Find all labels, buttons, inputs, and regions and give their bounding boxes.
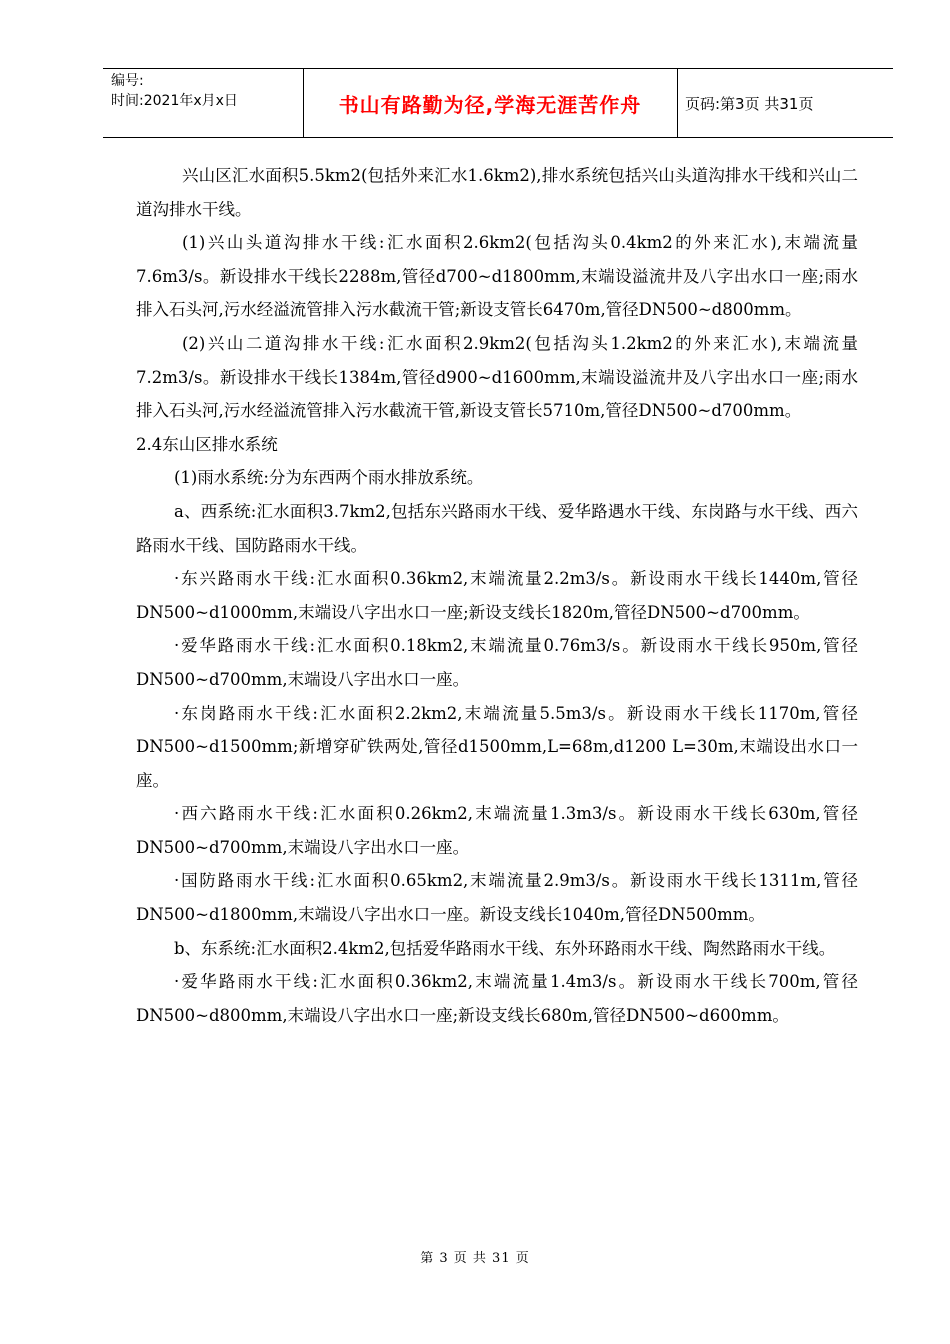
paragraph: ·西六路雨水干线:汇水面积0.26km2,末端流量1.3m3/s。新设雨水干线长630m,管径DN500~d700mm,末端设八字出水口一座。 <box>136 804 858 857</box>
header-page-number: 页码:第3页 共31页 <box>685 94 814 113</box>
header-motto: 书山有路勤为径,学海无涯苦作舟 <box>338 92 642 117</box>
paragraph: 兴山区汇水面积5.5km2(包括外来汇水1.6km2),排水系统包括兴山头道沟排水干线和兴山二道沟排水干线。 <box>136 166 858 219</box>
header-divider <box>677 69 678 137</box>
paragraph: ·东岗路雨水干线:汇水面积2.2km2,末端流量5.5m3/s。新设雨水干线长1170m,管径DN500~d1500mm;新增穿矿铁两处,管径d1500mm,L=68m,d1200 L=30m,末端设出水口一座。 <box>136 703 858 790</box>
document-number-label: 编号: <box>111 73 144 89</box>
paragraph: ·爱华路雨水干线:汇水面积0.18km2,末端流量0.76m3/s。新设雨水干线长950m,管径DN500~d700mm,末端设八字出水口一座。 <box>136 636 858 689</box>
paragraph: b、东系统:汇水面积2.4km2,包括爱华路雨水干线、东外环路雨水干线、陶然路雨水干线。 <box>174 938 836 958</box>
paragraph: (2)兴山二道沟排水干线:汇水面积2.9km2(包括沟头1.2km2的外来汇水),末端流量7.2m3/s。新设排水干线长1384m,管径d900~d1600mm,末端设溢流井及八字出水口一座;雨水排入石头河,污水经溢流管排入污水截流干管,新设支管长5710m,管径DN500~d700mm。 <box>136 333 858 421</box>
paragraph: ·东兴路雨水干线:汇水面积0.36km2,末端流量2.2m3/s。新设雨水干线长1440m,管径DN500~d1000mm,末端设八字出水口一座;新设支线长1820m,管径DN500~d700mm。 <box>136 569 858 622</box>
paragraph: (1)雨水系统:分为东西两个雨水排放系统。 <box>174 468 484 488</box>
paragraph: a、西系统:汇水面积3.7km2,包括东兴路雨水干线、爱华路遇水干线、东岗路与水干线、西六路雨水干线、国防路雨水干线。 <box>136 501 858 555</box>
document-body <box>136 159 858 1032</box>
page-footer: 第 3 页 共 31 页 <box>420 1251 530 1266</box>
paragraph: ·爱华路雨水干线:汇水面积0.36km2,末端流量1.4m3/s。新设雨水干线长700m,管径DN500~d800mm,末端设八字出水口一座;新设支线长680m,管径DN500~d600mm。 <box>136 972 858 1025</box>
section-heading: 2.4东山区排水系统 <box>136 434 278 454</box>
page-header <box>103 68 893 138</box>
paragraph: (1)兴山头道沟排水干线:汇水面积2.6km2(包括沟头0.4km2的外来汇水),末端流量7.6m3/s。新设排水干线长2288m,管径d700~d1800mm,末端设溢流井及八字出水口一座;雨水排入石头河,污水经溢流管排入污水截流干管;新设支管长6470m,管径DN500~d800mm。 <box>136 233 858 320</box>
header-meta <box>111 71 238 111</box>
document-time-label: 时间:2021年x月x日 <box>111 93 238 109</box>
paragraph: ·国防路雨水干线:汇水面积0.65km2,末端流量2.9m3/s。新设雨水干线长1311m,管径DN500~d1800mm,末端设八字出水口一座。新设支线长1040m,管径DN500mm。 <box>136 871 858 925</box>
